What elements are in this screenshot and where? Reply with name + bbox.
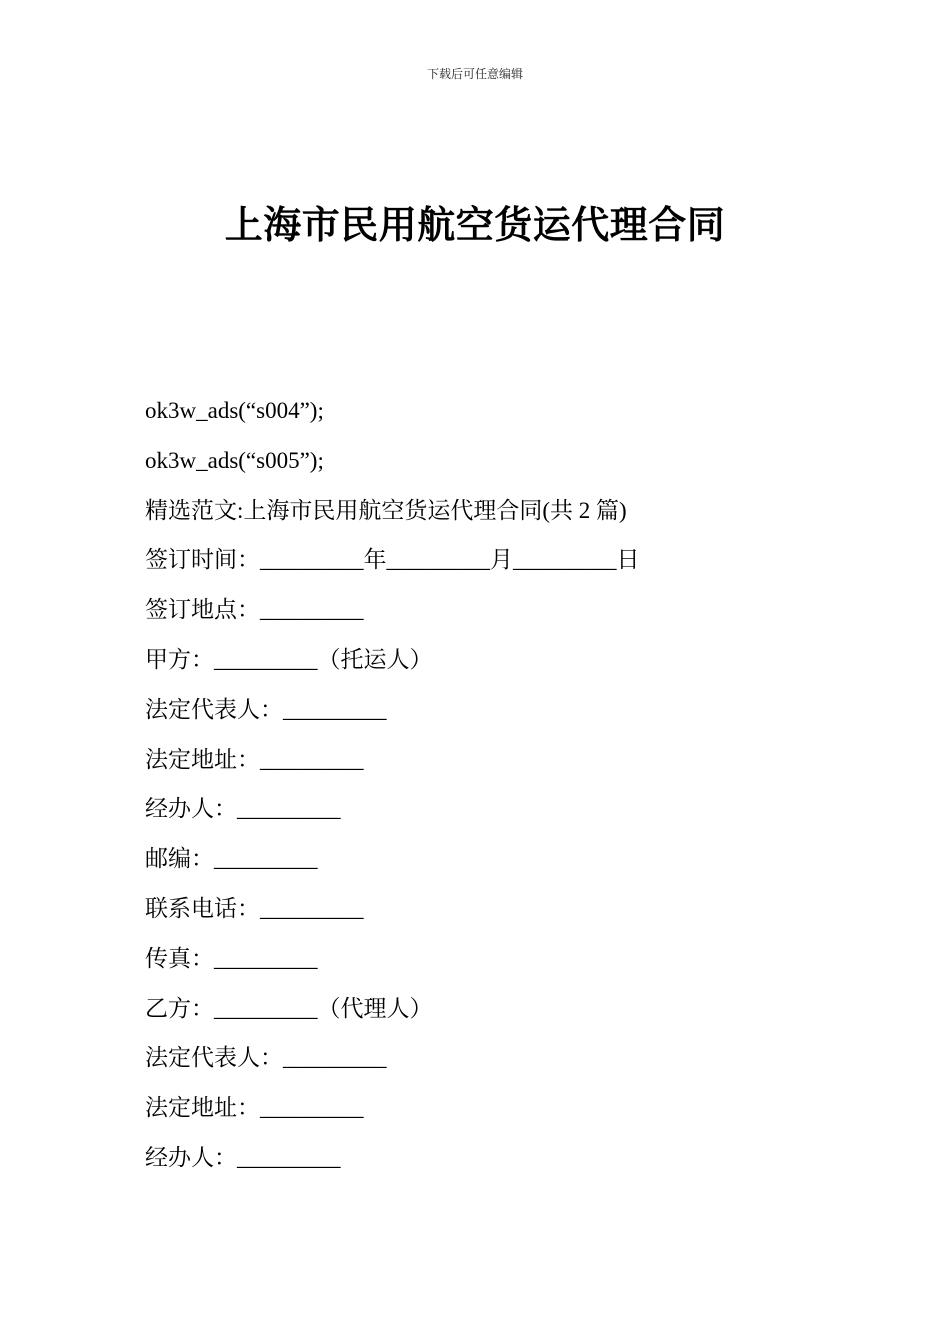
signing-place-line: 签订地点：_________ [145, 597, 364, 623]
party-a-legal-rep-line: 法定代表人：_________ [145, 696, 387, 722]
document-title: 上海市民用航空货运代理合同 [224, 205, 726, 247]
party-b-line: 乙方：_________（代理人） [145, 995, 433, 1021]
party-b-address-line: 法定地址：_________ [145, 1095, 364, 1121]
party-a-handler-line: 经办人：_________ [145, 796, 341, 822]
party-a-postcode-line: 邮编：_________ [145, 846, 318, 872]
party-b-handler-line: 经办人：_________ [145, 1144, 341, 1170]
party-a-line: 甲方：_________（托运人） [145, 646, 433, 672]
ad-code-line-2: ok3w_ads(“s005”); [145, 447, 324, 473]
party-a-address-line: 法定地址：_________ [145, 746, 364, 772]
contract-body [145, 386, 845, 1183]
header-note: 下载后可任意编辑 [426, 67, 523, 81]
ad-code-line-1: ok3w_ads(“s004”); [145, 398, 324, 423]
signing-date-line: 签订时间：_________年_________月_________日 [145, 547, 640, 573]
intro-line: 精选范文:上海市民用航空货运代理合同(共 2 篇) [145, 497, 627, 523]
party-b-legal-rep-line: 法定代表人：_________ [145, 1045, 387, 1071]
party-a-fax-line: 传真：_________ [145, 945, 318, 971]
party-a-phone-line: 联系电话：_________ [145, 895, 364, 921]
